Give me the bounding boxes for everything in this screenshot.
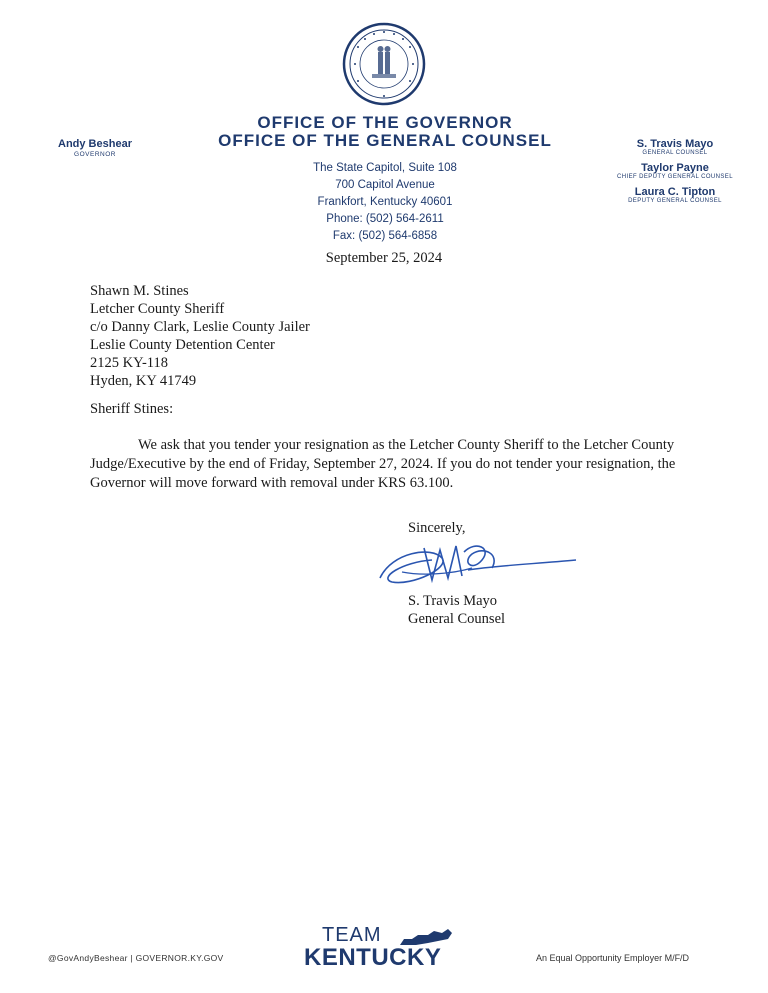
signer-name: S. Travis Mayo: [408, 593, 498, 609]
kentucky-seal-icon: [342, 22, 426, 106]
salutation: Sheriff Stines:: [90, 401, 174, 417]
office-address: [285, 160, 485, 245]
recipient-line: Hyden, KY 41749: [90, 373, 197, 389]
address-phone: Phone: (502) 564-2611: [326, 213, 444, 225]
counsel-name: Taylor Payne: [641, 162, 709, 174]
recipient-address: [90, 282, 310, 390]
address-line: 700 Capitol Avenue: [335, 179, 435, 191]
logo-team-text: TEAM: [322, 924, 382, 946]
office-line-1: OFFICE OF THE GOVERNOR: [257, 113, 513, 132]
recipient-line: Letcher County Sheriff: [90, 301, 225, 317]
address-fax: Fax: (502) 564-6858: [332, 230, 438, 242]
handwritten-signature-icon: [372, 532, 582, 596]
footer-eoe: An Equal Opportunity Employer M/F/D: [536, 953, 690, 963]
signer-title: General Counsel: [408, 611, 506, 627]
counsel-name: S. Travis Mayo: [636, 138, 714, 150]
counsel-title: GENERAL COUNSEL: [642, 150, 708, 156]
recipient-line: Shawn M. Stines: [90, 283, 189, 299]
address-line: Frankfort, Kentucky 40601: [317, 196, 453, 208]
counsel-title: CHIEF DEPUTY GENERAL COUNSEL: [617, 174, 733, 180]
closing: Sincerely,: [408, 520, 466, 536]
logo-kentucky-text: KENTUCKY: [304, 944, 442, 971]
recipient-line: 2125 KY-118: [90, 355, 169, 371]
office-heading: [190, 114, 580, 150]
governor-title: GOVERNOR: [74, 151, 116, 158]
team-kentucky-logo: [304, 924, 464, 974]
footer-contact: @GovAndyBeshear | GOVERNOR.KY.GOV: [48, 953, 224, 963]
governor-block: [40, 138, 150, 158]
letter-body: We ask that you tender your resignation as the Letcher County Sheriff to the Letcher County Judge/Executive by the end of Friday, September 27, 2024. If you do not tender your resignation, the Governor will move forward with removal under KRS 63.100.: [90, 437, 676, 491]
kentucky-state-icon: [398, 927, 454, 947]
counsel-block: [600, 138, 750, 204]
address-line: The State Capitol, Suite 108: [313, 162, 457, 174]
recipient-line: c/o Danny Clark, Leslie County Jailer: [90, 319, 310, 335]
signer-block: [408, 592, 505, 628]
counsel-name: Laura C. Tipton: [634, 186, 716, 198]
counsel-title: DEPUTY GENERAL COUNSEL: [628, 198, 722, 204]
office-line-2: OFFICE OF THE GENERAL COUNSEL: [218, 131, 552, 150]
governor-name: Andy Beshear: [58, 138, 132, 150]
recipient-line: Leslie County Detention Center: [90, 337, 275, 353]
letter-date: September 25, 2024: [325, 250, 443, 266]
